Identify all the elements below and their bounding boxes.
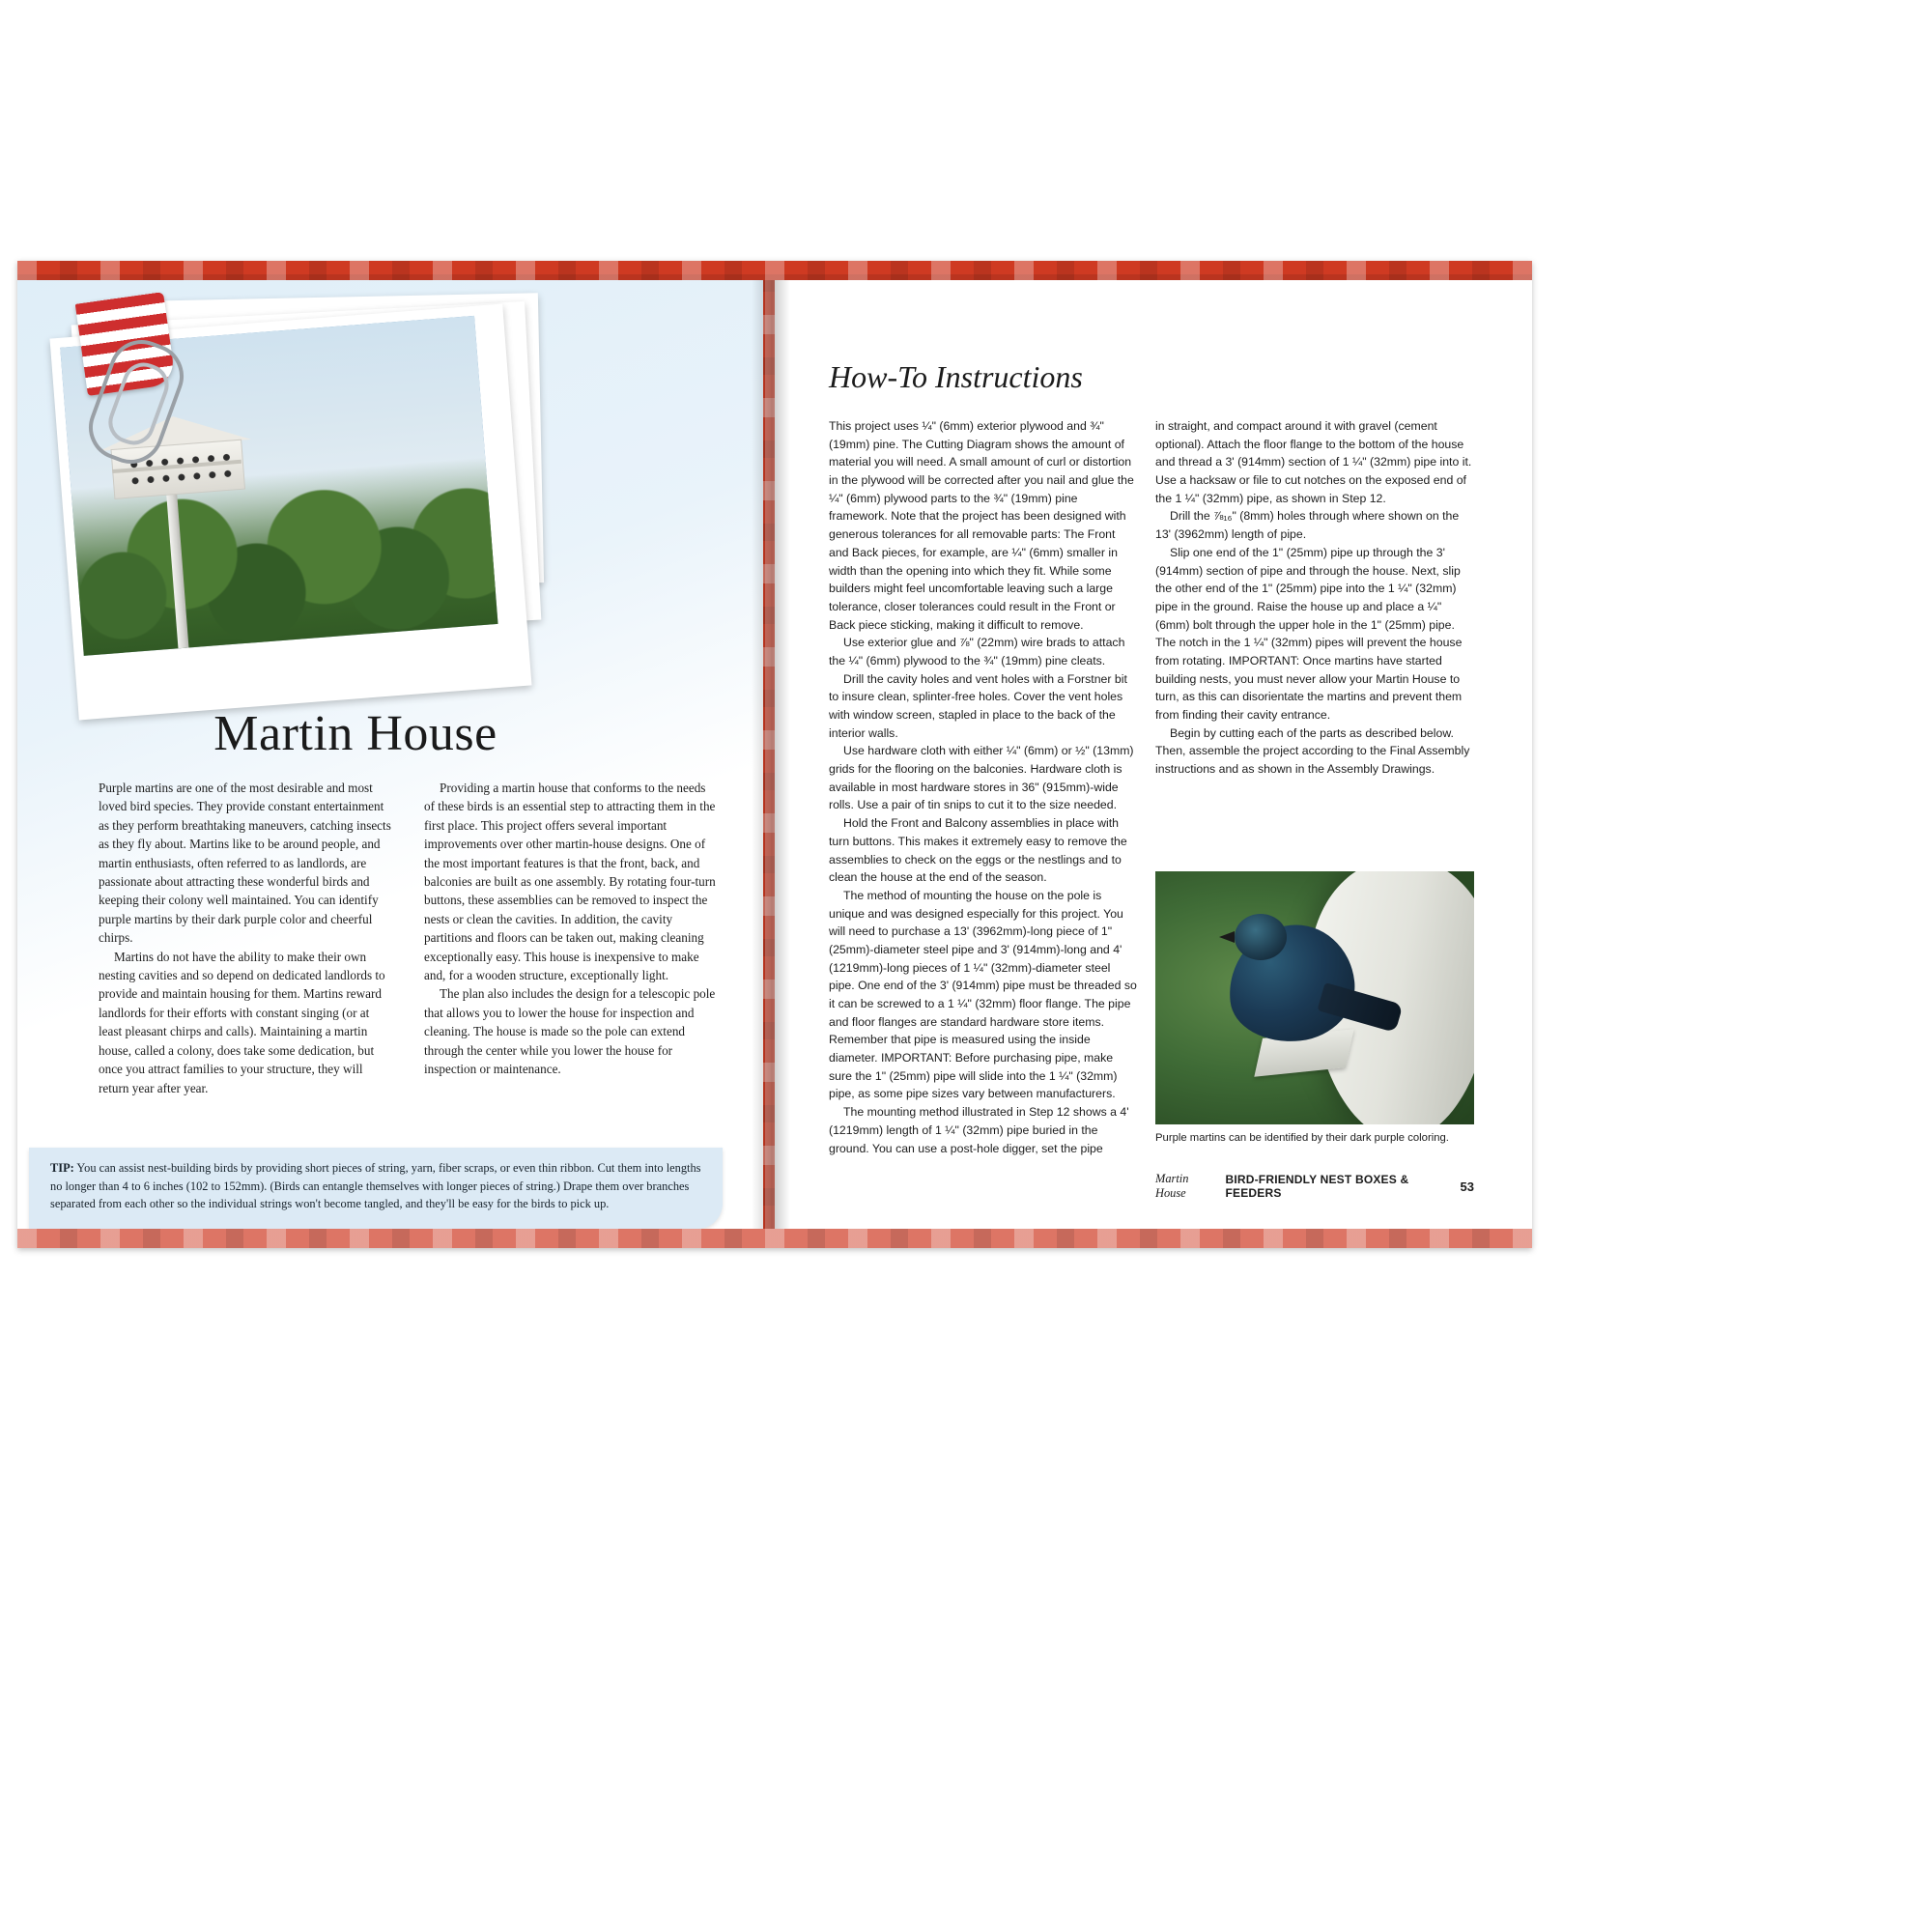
tip-callout-box	[29, 1148, 723, 1229]
right-page	[775, 280, 1532, 1229]
section-heading: How-To Instructions	[829, 359, 1083, 394]
paragraph: Martins do not have the ability to make their own nesting cavities and so depend on dedicated landlords to provide and maintain housing for them. Martins reward landlords for their efforts with constant singing (or at least pleasant chirps and calls). Maintaining a martin house, called a colony, does take some dedication, but once you attract families to your structure, they will return year after year.	[99, 949, 385, 1095]
paragraph: Drill the ⅞₁₆" (8mm) holes through where shown on the 13' (3962mm) length of pipe.	[1155, 509, 1460, 542]
photo-caption: Purple martins can be identified by their dark purple coloring.	[1155, 1132, 1449, 1144]
paragraph: The plan also includes the design for a telescopic pole that allows you to lower the house for inspection and cleaning. The house is made so the pole can extend through the center while you lower the house for inspection or maintenance.	[424, 986, 716, 1077]
tip-label: TIP:	[50, 1161, 74, 1175]
paragraph: in straight, and compact around it with gravel (cement optional). Attach the floor flange to the bottom of the house and thread a 3' (914mm) section of 1 ¼" (32mm) pipe into it. Use a hacksaw or file to cut notches on the exposed end of the 1 ¼" (32mm) pipe, as shown in Step 12.	[1155, 419, 1472, 505]
footer-chapter: Martin House	[1155, 1172, 1189, 1200]
paragraph: The method of mounting the house on the pole is unique and was designed especially for this project. You will need to purchase a 13' (3962mm)-long piece of 1" (25mm)-diameter steel pipe and 3' (914mm)-long and 4' (1219mm)-long pieces of 1 ¼" (32mm)-diameter steel pipe. One end of the 3' (914mm) pipe must be threaded so it can be screwed to a 1 ¼" (32mm) floor flange. The pipe and floor flanges are standard hardware store items. Remember that pipe is measured using the inside diameter. IMPORTANT: Before purchasing pipe, make sure the 1" (25mm) pipe will slide into the 1 ¼" (32mm) pipe, as some pipe sizes vary between manufacturers.	[829, 888, 1137, 1101]
paragraph: Use hardware cloth with either ¼" (6mm) or ½" (13mm) grids for the flooring on the balconies. Hardware cloth is available in most hardware stores in 36" (915mm)-wide rolls. Use a pair of tin snips to cut it to the size needed.	[829, 744, 1134, 812]
book-spread	[17, 261, 1532, 1248]
right-column-one	[829, 417, 1138, 1157]
paragraph: This project uses ¼" (6mm) exterior plywood and ¾" (19mm) pine. The Cutting Diagram shows the amount of material you will need. A small amount of curl or distortion in the plywood will be corrected after you nail and glue the ¼" (6mm) plywood parts to the ¾" (19mm) pine framework. Note that the project has been designed with generous tolerances for all removable parts: The Front and Back pieces, for example, are ¼" (6mm) smaller in width than the opening into which they fit. While some builders might feel uncomfortable leaving such a large tolerance, closer tolerances could result in the Front or Back piece sticking, making it difficult to remove.	[829, 419, 1134, 632]
footer-page-number: 53	[1460, 1179, 1474, 1194]
page-title: Martin House	[213, 706, 497, 761]
purple-martin-photo	[1155, 871, 1474, 1124]
paragraph: Providing a martin house that conforms to the needs of these birds is an essential step to attracting them in the first place. This project offers several important improvements over other martin-house designs. One of the most important features is that the front, back, and balconies are built as one assembly. By rotating four-turn buttons, these assemblies can be removed to inspect the nests or clean the cavities. In addition, the cavity partitions and floors can be taken out, making cleaning exceptionally easy. This house is inexpensive to make and, for a wooden structure, exceptionally light.	[424, 781, 716, 983]
martin-beak	[1219, 931, 1235, 943]
left-body-text	[99, 779, 717, 1097]
paragraph: The mounting method illustrated in Step 12 shows a 4' (1219mm) length of 1 ¼" (32mm) pipe buried in the ground. You can use a post-hole digger, set the pipe	[829, 1105, 1129, 1155]
paragraph: Hold the Front and Balcony assemblies in place with turn buttons. This makes it extremely easy to remove the assemblies to check on the eggs or the nestlings and to clean the house at the end of the season.	[829, 816, 1127, 885]
paragraph: Drill the cavity holes and vent holes with a Forstner bit to insure clean, splinter-free holes. Cover the vent holes with window screen, stapled in place to the back of the interior walls.	[829, 671, 1127, 740]
martin-house-photo-stack	[37, 288, 578, 694]
paragraph: Purple martins are one of the most desirable and most loved bird species. They provide constant entertainment as they perform breathtaking maneuvers, catching insects as they fly about. Martins like to be around people, and martin enthusiasts, often referred to as landlords, are passionate about attracting these wonderful birds and keeping their colony well maintained. You can identify purple martins by their dark purple color and cheerful chirps.	[99, 781, 391, 946]
footer-book-title: BIRD-FRIENDLY NEST BOXES & FEEDERS	[1225, 1173, 1409, 1200]
tip-text: You can assist nest-building birds by providing short pieces of string, yarn, fiber scraps, or even thin ribbon. Cut them into lengths no longer than 4 to 6 inches (102 to 152mm). (Birds can entangle themselves with longer pieces of string.) Drape them over branches separated from each other so the individual strings won't become tangled, and they'll be easy for the birds to pick up.	[50, 1161, 701, 1211]
martin-head	[1235, 914, 1287, 960]
paragraph: Begin by cutting each of the parts as described below. Then, assemble the project according to the Final Assembly instructions and as shown in the Assembly Drawings.	[1155, 725, 1470, 777]
paragraph: Use exterior glue and ⅞" (22mm) wire brads to attach the ¼" (6mm) plywood to the ¾" (19mm) pine cleats.	[829, 636, 1125, 668]
left-page	[17, 280, 763, 1229]
page-footer	[1155, 1172, 1474, 1200]
right-column-two	[1155, 417, 1474, 779]
paragraph: Slip one end of the 1" (25mm) pipe up through the 3' (914mm) section of pipe and through the house. Next, slip the other end of the 1" (25mm) pipe into the 1 ¼" (32mm) pipe in the ground. Raise the house up and place a ¼" (6mm) bolt through the upper hole in the 1" (25mm) pipe. The notch in the 1 ¼" (32mm) pipes will prevent the house from rotating. IMPORTANT: Once martins have started building nests, you must never allow your Martin House to turn, as this can disorientate the martins and prevent them from finding their cavity entrance.	[1155, 545, 1463, 722]
